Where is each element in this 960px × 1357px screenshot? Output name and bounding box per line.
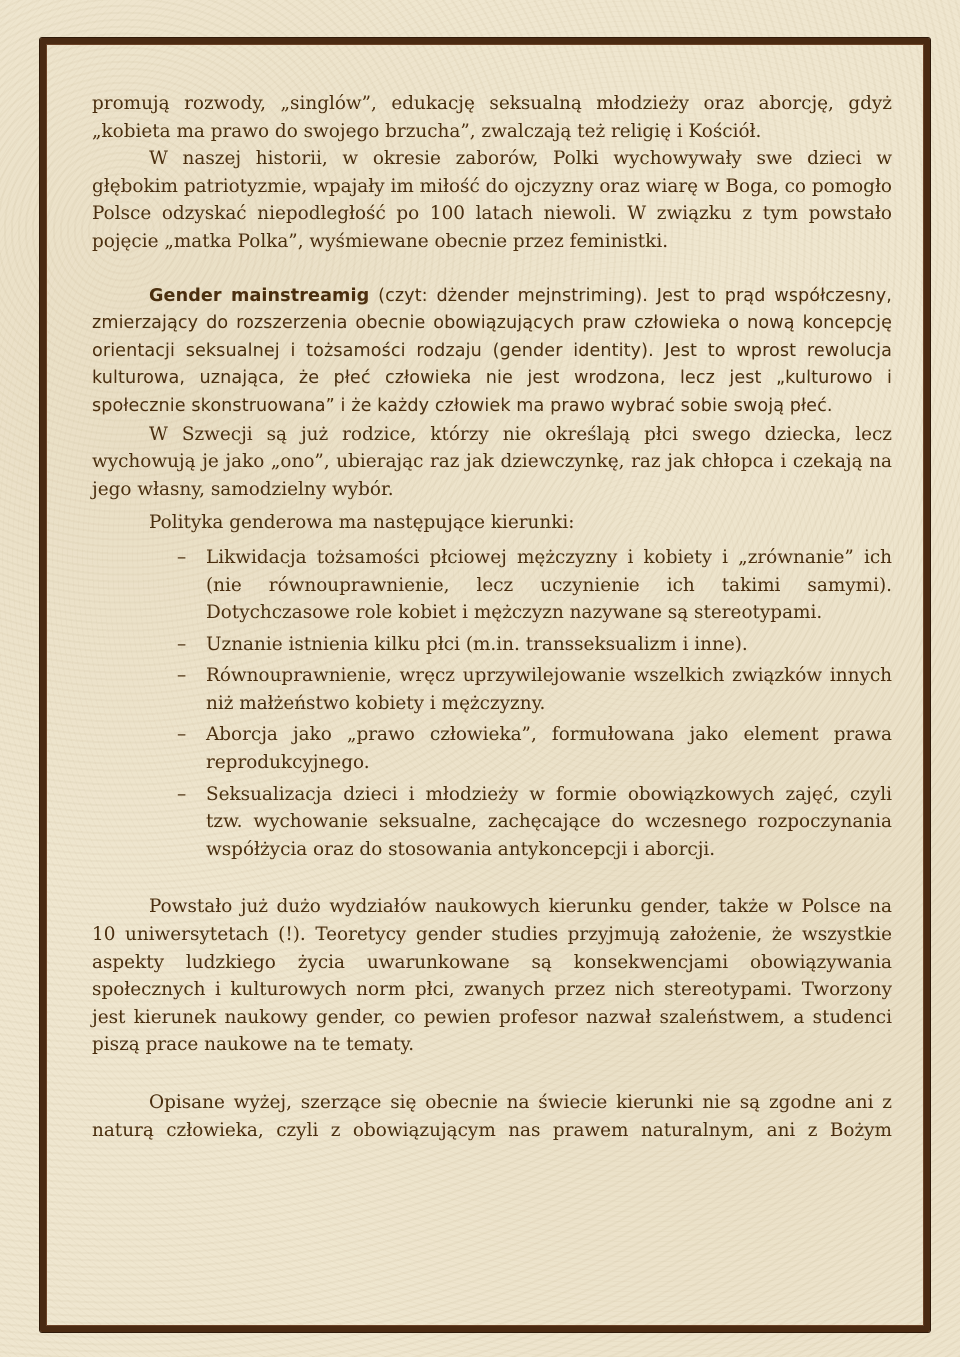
policy-directions-list [92, 544, 892, 864]
list-intro: Polityka genderowa ma następujące kierunki: [149, 512, 575, 534]
list-item [92, 781, 892, 864]
paragraph-gender-definition [92, 283, 892, 421]
paragraph-faculties: Powstało już dużo wydziałów naukowych kierunku gender, także w Polsce na 10 uniwersytetach (!). Teoretycy gender studies przyjmują założenie, że wszystkie aspekty ludzkiego życia uwarunkowane są konsekwencjami obowiązywania społecznych i kulturowych norm płci, zwanych przez nich stereotypami. Tworzony jest kierunek naukowy gender, co pewien profesor nazwał szaleństwem, a studenci piszą prace naukowe na te tematy. [92, 896, 892, 1056]
dash-bullet: – [177, 546, 187, 568]
gender-heading: Gender mainstreamig [149, 285, 370, 306]
dash-bullet: – [177, 665, 187, 687]
list-item-text: Uznanie istnienia kilku płci (m.in. transseksualizm i inne). [206, 633, 748, 655]
list-item-text: Seksualizacja dzieci i młodzieży w formie obowiązkowych zajęć, czyli tzw. wychowanie seksualne, zachęcające do wczesnego rozpoczynania współżycia oraz do stosowania antykoncepcji i aborcji. [206, 783, 892, 860]
list-item-text: Aborcja jako „prawo człowieka”, formułowana jako element prawa reprodukcyjnego. [206, 724, 892, 774]
paragraph-history: W naszej historii, w okresie zaborów, Polki wychowywały swe dzieci w głębokim patriotyzmie, wpajały im miłość do ojczyzny oraz wiarę w Boga, co pomogło Polsce odzyskać niepodległość po 100 latach niewoli. W związku z tym powstało pojęcie „matka Polka”, wyśmiewane obecnie przez feministki. [92, 148, 892, 252]
paragraph-closing: Opisane wyżej, szerzące się obecnie na świecie kierunki nie są zgodne ani z naturą człowieka, czyli z obowiązującym nas prawem naturalnym, ani z Bożym [92, 1092, 892, 1141]
list-item [92, 721, 892, 776]
paragraph-sweden: W Szwecji są już rodzice, którzy nie określają płci swego dziecka, lecz wychowują je jako „ono”, ubierając raz jak dziewczynkę, raz jak chłopca i czekają na jego własny, samodzielny wybór. [92, 423, 892, 500]
document-body [92, 90, 892, 1144]
dash-bullet: – [177, 783, 187, 805]
gender-definition-text: (czyt: dżender mejnstriming). Jest to prąd współczesny, zmierzający do rozszerzenia obecnie obowiązujących praw człowieka o nową koncepcję orientacji seksualnej i tożsamości rodzaju (gender identity). Jest to wprost rewolucja kulturowa, uznająca, że płeć człowieka nie jest wrodzona, lecz jest „kulturowo i społecznie skonstruowana” i że każdy człowiek ma prawo wybrać sobie swoją płeć. [92, 285, 892, 416]
list-item-text: Likwidacja tożsamości płciowej mężczyzny i kobiety i „zrównanie” ich (nie równouprawnienie, lecz uczynienie ich takimi samymi). Dotychczasowe role kobiet i mężczyzn nazywane są stereotypami. [206, 546, 892, 624]
dash-bullet: – [177, 724, 187, 746]
dash-bullet: – [177, 633, 187, 655]
list-item [92, 662, 892, 717]
list-item [92, 544, 892, 627]
list-item-text: Równouprawnienie, wręcz uprzywilejowanie wszelkich związków innych niż małżeństwo kobiety i mężczyzny. [206, 665, 892, 714]
paragraph-intro: promują rozwody, „singlów”, edukację seksualną młodzieży oraz aborcję, gdyż „kobieta ma prawo do swojego brzucha”, zwalczają też religię i Kościół. [92, 93, 892, 142]
list-item [92, 631, 892, 659]
